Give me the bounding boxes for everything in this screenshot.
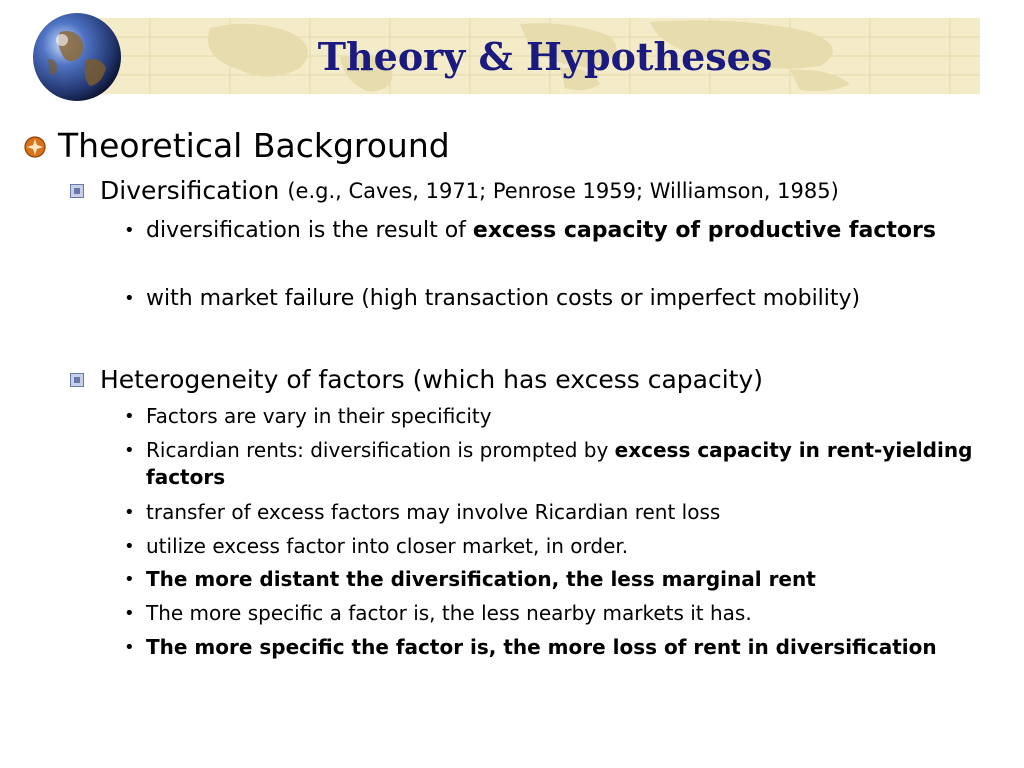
bullet-dot: • — [124, 637, 135, 658]
bullet-text: The more specific a factor is, the less nearby markets it has. — [146, 601, 752, 625]
list-item — [124, 566, 994, 593]
list-item — [124, 533, 994, 560]
bullet-bold-text: The more specific the factor is, the more loss of rent in diversification — [146, 635, 937, 659]
square-bullet-icon — [70, 184, 84, 198]
diversification-heading — [70, 176, 839, 206]
list-item — [124, 437, 994, 491]
bullet-dot: • — [124, 569, 135, 590]
bullet-dot: • — [124, 536, 135, 557]
slide-title: Theory & Hypotheses — [317, 33, 773, 79]
bullet-text: Factors are vary in their specificity — [146, 404, 492, 428]
list-item — [124, 284, 994, 313]
bullet-text: Ricardian rents: diversification is prompted by — [146, 438, 615, 462]
bullet-bold-text: excess capacity of productive factors — [472, 218, 936, 243]
bullet-bold-text: excess capacity in rent-yielding factors — [146, 438, 973, 489]
bullet-dot: • — [124, 502, 135, 523]
bullet-text: utilize excess factor into closer market, in order. — [146, 534, 629, 558]
list-item — [124, 216, 994, 245]
bullet-dot: • — [124, 406, 135, 427]
title-banner — [90, 18, 980, 94]
bullet-dot: • — [124, 603, 135, 624]
list-item — [124, 634, 994, 661]
level1-label: Theoretical Background — [58, 126, 450, 165]
bullet-text: diversification is the result of — [146, 218, 473, 243]
diversification-reference: (e.g., Caves, 1971; Penrose 1959; Williamson, 1985) — [287, 179, 839, 203]
heterogeneity-label: Heterogeneity of factors (which has excess capacity) — [100, 365, 763, 394]
square-bullet-icon — [70, 373, 84, 387]
bullet-text: transfer of excess factors may involve Ricardian rent loss — [146, 500, 721, 524]
orange-diamond-bullet-icon — [24, 136, 46, 158]
level1-item — [24, 126, 450, 166]
bullet-text: with market failure (high transaction costs or imperfect mobility) — [146, 286, 861, 311]
list-item — [124, 403, 994, 430]
list-item — [124, 499, 994, 526]
globe-icon — [30, 10, 124, 104]
list-item — [124, 600, 994, 627]
bullet-bold-text: The more distant the diversification, the less marginal rent — [146, 567, 816, 591]
diversification-label: Diversification — [100, 176, 280, 205]
heterogeneity-heading — [70, 365, 763, 395]
bullet-dot: • — [124, 288, 135, 309]
bullet-dot: • — [124, 440, 135, 461]
bullet-dot: • — [124, 220, 135, 241]
